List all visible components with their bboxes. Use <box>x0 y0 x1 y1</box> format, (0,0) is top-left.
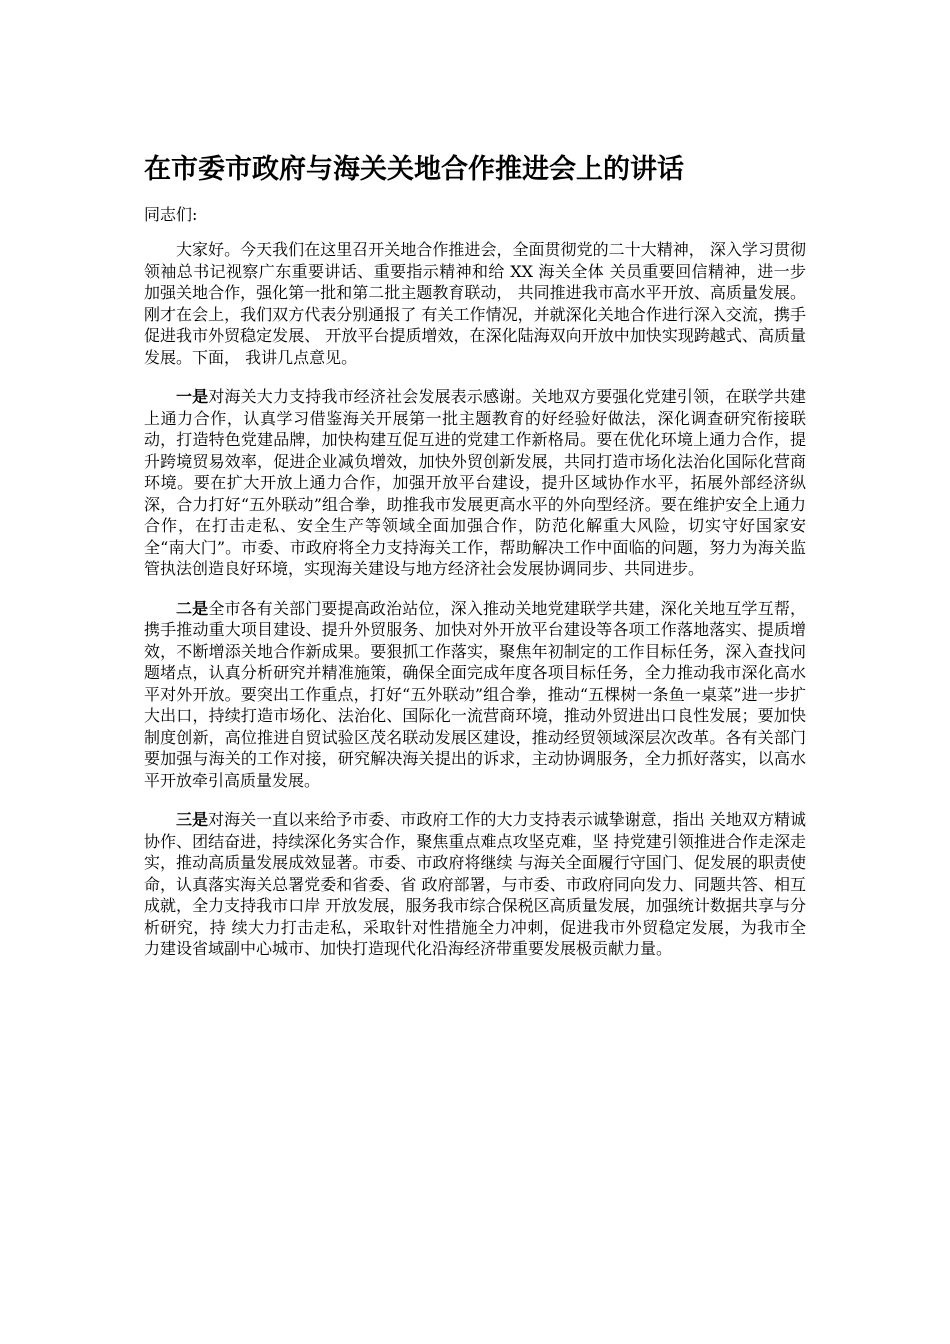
paragraph-point-two <box>144 598 806 792</box>
paragraph-lead: 一是 <box>176 387 209 406</box>
paragraph-point-three <box>144 809 806 960</box>
paragraph-lead: 二是 <box>176 598 209 618</box>
paragraph-opening <box>144 239 806 368</box>
paragraph-text: 全市各有关部门要提高政治站位，深入推动关地党建联学共建，深化关地互学互帮，携手推动重大项目建设、提升外贸服务、加快对外开放平台建设等各项工作落地落实、提质增效，不断增添关地合作新成果。要狠抓工作落实，聚焦年初制定的工作目标任务，深入查找问题堵点，认真分析研究并精准施策，确保全面完成年度各项目标任务，全力推动我市深化高水平对外开放。要突出工作重点，打好“五外联动”组合拳，推动“五棵树一条鱼一桌菜”进一步扩大出口，持续打造市场化、法治化、国际化一流营商环境，推动外贸进出口良性发展；要加快制度创新，高位推进自贸试验区茂名联动发展区建设，推动经贸领域深层次改革。各有关部门要加强与海关的工作对接，研究解决海关提出的诉求，主动协调服务，全力抓好落实，以高水平开放牵引高质量发展。 <box>144 598 806 790</box>
document-title: 在市委市政府与海关关地合作推进会上的讲话 <box>144 154 684 185</box>
paragraph-text: 对海关一直以来给予市委、市政府工作的大力支持表示诚挚谢意，指出 关地双方精诚协作、团结奋进，持续深化务实合作，聚焦重点难点攻坚克难，坚 持党建引领推进合作走深走实，推动高质量发展成效显著。市委、市政府将继续 与海关全面履行守国门、促发展的职责使命，认真落实海关总署党委和省委、省 政府部署，与市委、市政府同向发力、同题共答、相互成就，全力支持我市口岸 开放发展，服务我市综合保税区高质量发展，加强统计数据共享与分析研究，持 续大力打击走私，采取针对性措施全力冲刺，促进我市外贸稳定发展，为我市全 力建设省域副中心城市、加快打造现代化沿海经济带重要发展极贡献力量。 <box>144 810 806 958</box>
document-body <box>144 239 806 978</box>
salutation: 同志们: <box>144 205 198 224</box>
paragraph-lead: 三是 <box>176 810 209 829</box>
paragraph-point-one <box>144 386 806 580</box>
paragraph-text: 大家好。今天我们在这里召开关地合作推进会，全面贯彻党的二十大精神， 深入学习贯彻领袖总书记视察广东重要讲话、重要指示精神和给 XX 海关全体 关员重要回信精神，进一步加强关地合作，强化第一批和第二批主题教育联动， 共同推进我市高水平开放、高质量发展。刚才在会上，我们双方代表分别通报了 有关工作情况，并就深化关地合作进行深入交流，携手促进我市外贸稳定发展、 开放平台提质增效，在深化陆海双向开放中加快实现跨越式、高质量发展。下面， 我讲几点意见。 <box>144 240 806 367</box>
paragraph-text: 对海关大力支持我市经济社会发展表示感谢。关地双方要强化党建引领，在联学共建上通力合作，认真学习借鉴海关开展第一批主题教育的好经验好做法，深化调查研究衔接联动，打造特色党建品牌，加快构建互促互进的党建工作新格局。要在优化环境上通力合作，提升跨境贸易效率，促进企业减负增效，加快外贸创新发展，共同打造市场化法治化国际化营商环境。要在扩大开放上通力合作，加强开放平台建设，提升区域协作水平，拓展外部经济纵深，合力打好“五外联动”组合拳，助推我市发展更高水平的外向型经济。要在维护安全上通力合作，在打击走私、安全生产等领域全面加强合作，防范化解重大风险，切实守好国家安全“南大门”。市委、市政府将全力支持海关工作，帮助解决工作中面临的问题，努力为海关监管执法创造良好环境，实现海关建设与地方经济社会发展协调同步、共同进步。 <box>144 387 806 578</box>
